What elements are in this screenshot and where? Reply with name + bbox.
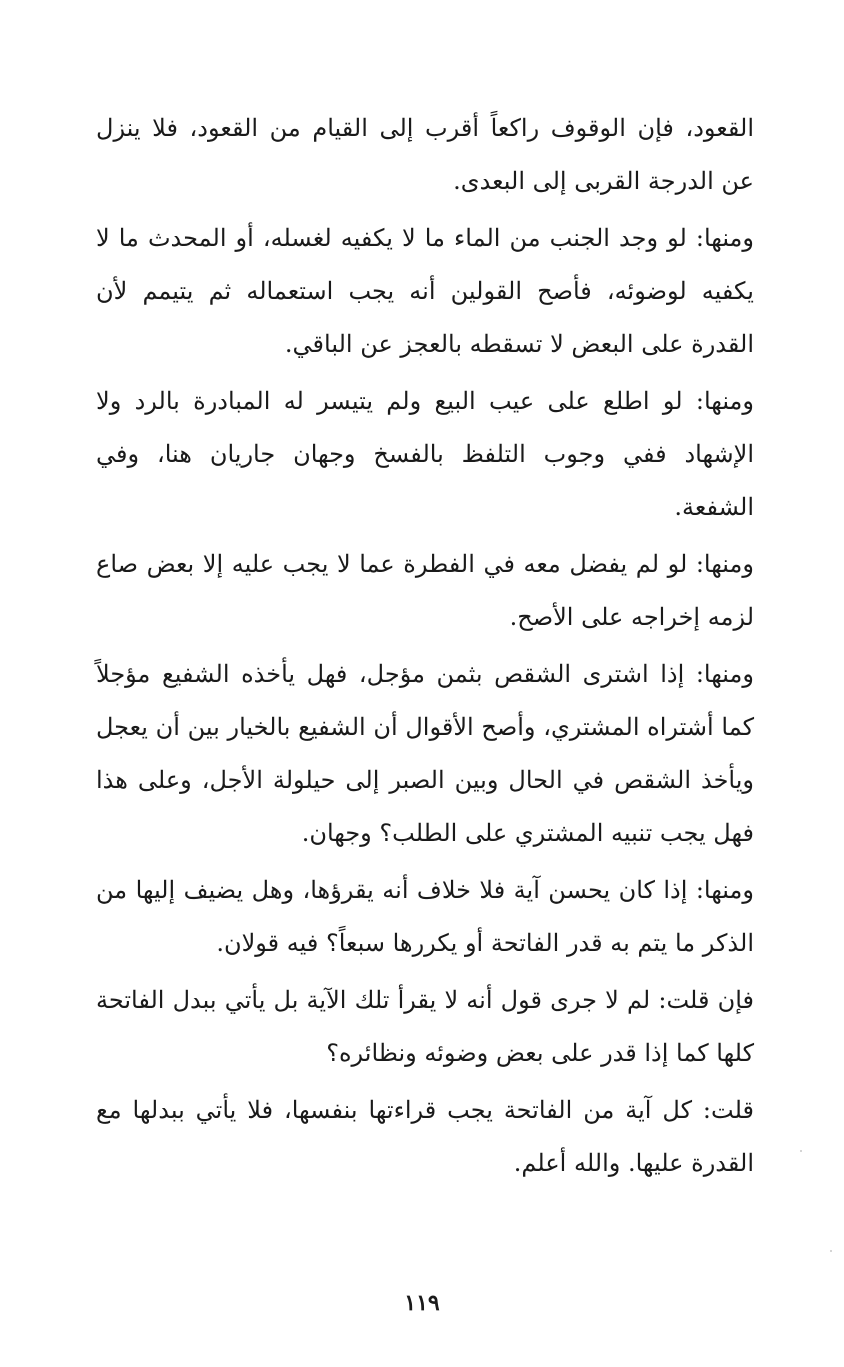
paragraph-8: قلت: كل آية من الفاتحة يجب قراءتها بنفسها، فلا يأتي ببدلها مع القدرة عليها. والله أعلم. [96, 1096, 754, 1177]
scan-speck [800, 1150, 802, 1152]
paragraph-4: ومنها: لو لم يفضل معه في الفطرة عما لا يجب عليه إلا بعض صاع لزمه إخراجه على الأصح. [96, 550, 754, 631]
scan-speck [830, 1250, 832, 1252]
page-number: ١١٩ [404, 1290, 440, 1316]
paragraph-3: ومنها: لو اطلع على عيب البيع ولم يتيسر له المبادرة بالرد ولا الإشهاد ففي وجوب التلفظ بالفسخ وجهان جاريان هنا، وفي الشفعة. [96, 387, 754, 521]
body-text [96, 102, 754, 1194]
paragraph-7: فإن قلت: لم لا جرى قول أنه لا يقرأ تلك الآية بل يأتي ببدل الفاتحة كلها كما إذا قدر على بعض وضوئه ونظائره؟ [96, 986, 754, 1067]
paragraph-6: ومنها: إذا كان يحسن آية فلا خلاف أنه يقرؤها، وهل يضيف إليها من الذكر ما يتم به قدر الفاتحة أو يكررها سبعاً؟ فيه قولان. [96, 876, 754, 957]
paragraph-2: ومنها: لو وجد الجنب من الماء ما لا يكفيه لغسله، أو المحدث ما لا يكفيه لوضوئه، فأصح القولين أنه يجب استعماله ثم يتيمم لأن القدرة على البعض لا تسقطه بالعجز عن الباقي. [96, 224, 754, 358]
paragraph-5: ومنها: إذا اشترى الشقص بثمن مؤجل، فهل يأخذه الشفيع مؤجلاً كما أشتراه المشتري، وأصح الأقوال أن الشفيع بالخيار بين أن يعجل ويأخذ الشقص في الحال وبين الصبر إلى حيلولة الأجل، وعلى هذا فهل يجب تنبيه المشتري على الطلب؟ وجهان. [96, 660, 754, 847]
paragraph-1: القعود، فإن الوقوف راكعاً أقرب إلى القيام من القعود، فلا ينزل عن الدرجة القربى إلى البعدى. [96, 114, 754, 195]
